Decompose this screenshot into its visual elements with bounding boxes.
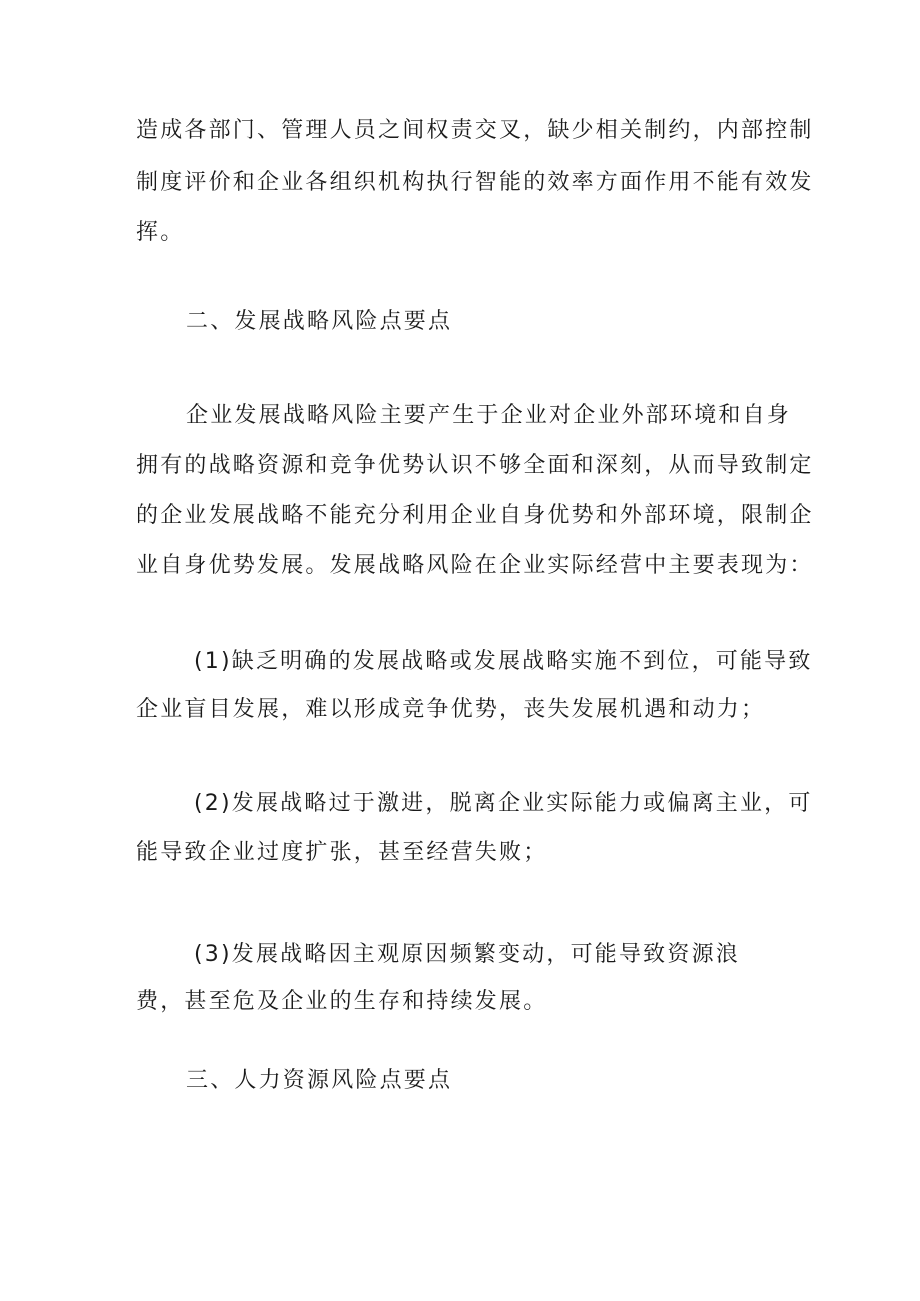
paragraph-line: 造成各部门、管理人员之间权责交叉，缺少相关制约，内部控制	[136, 118, 814, 143]
paragraph-line: 制度评价和企业各组织机构执行智能的效率方面作用不能有效发	[136, 170, 814, 195]
paragraph-line: 挥。	[136, 220, 185, 245]
list-item-line: 企业盲目发展，难以形成竞争优势，丧失发展机遇和动力；	[136, 697, 766, 722]
paragraph-line: 企业发展战略风险主要产生于企业对企业外部环境和自身	[186, 403, 792, 428]
section-heading-hr-risk: 三、人力资源风险点要点	[186, 1068, 453, 1093]
section-heading-strategy-risk: 二、发展战略风险点要点	[186, 309, 453, 334]
paragraph-line: 的企业发展战略不能充分利用企业自身优势和外部环境，限制企	[136, 503, 814, 528]
list-item-line: (2)发展战略过于激进，脱离企业实际能力或偏离主业，可	[194, 791, 813, 816]
paragraph-line: 业自身优势发展。发展战略风险在企业实际经营中主要表现为：	[136, 553, 814, 578]
list-item-line: (3)发展战略因主观原因频繁变动，可能导致资源浪	[194, 942, 740, 967]
list-item-line: 费，甚至危及企业的生存和持续发展。	[136, 989, 548, 1014]
paragraph-line: 拥有的战略资源和竞争优势认识不够全面和深刻，从而导致制定	[136, 453, 814, 478]
list-item-line: 能导致企业过度扩张，甚至经营失败；	[136, 840, 548, 865]
list-item-line: (1)缺乏明确的发展战略或发展战略实施不到位，可能导致	[194, 649, 813, 674]
